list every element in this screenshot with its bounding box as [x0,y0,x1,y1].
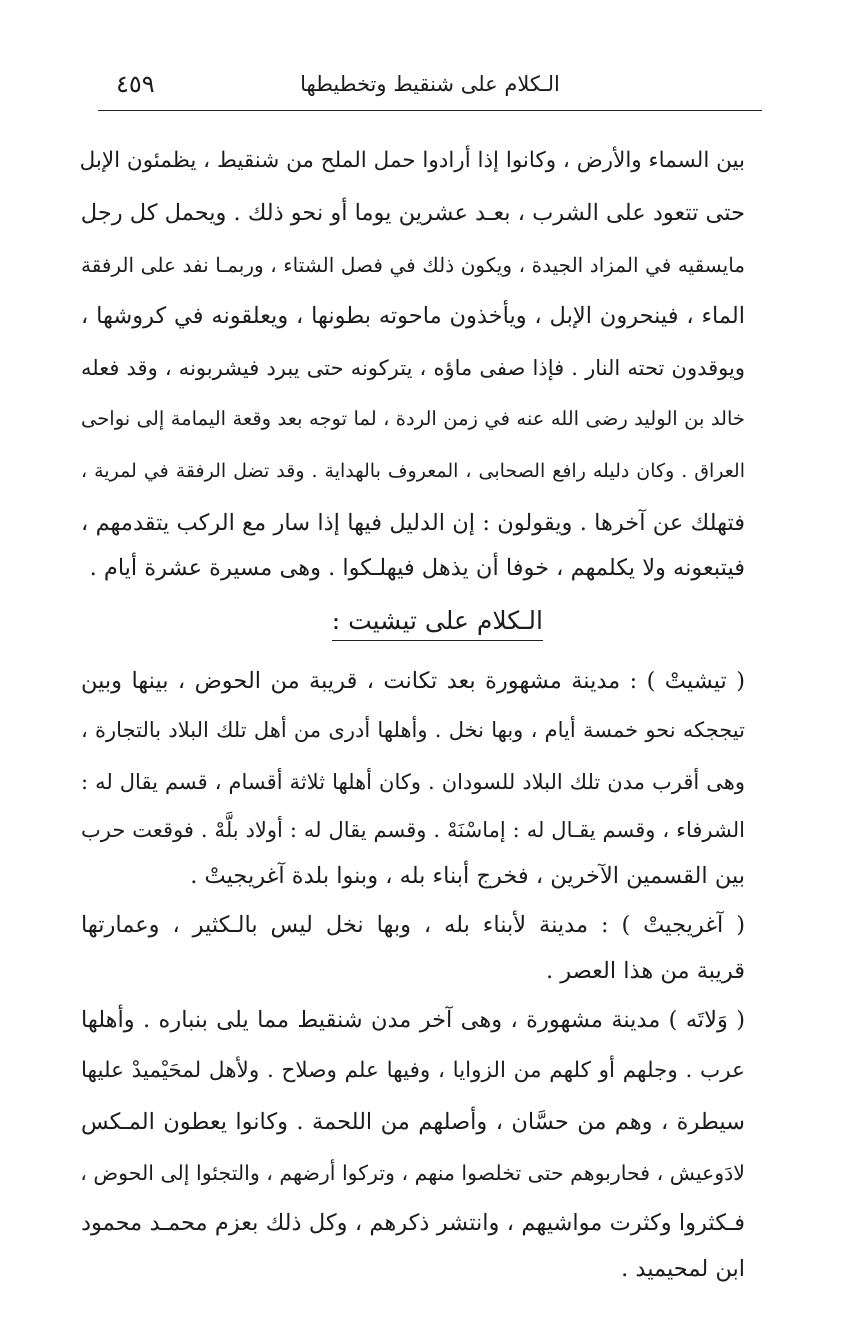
text-line: تيججكه نحو خمسة أيام ، وبها نخل . وأهلها أدرى من أهل تلك البلاد بالتجارة ، [81,718,745,742]
text-line: سيطرة ، وهم من حسَّان ، وأصلهم من اللحمة . وكانوا يعطون المـكس [81,1109,745,1135]
text-line: الماء ، فينحرون الإبل ، ويأخذون ماحوته بطونها ، ويعلقونه في كروشها ، [81,303,745,329]
page-number: ٤٥٩ [116,70,155,98]
text-line: قريبة من هذا العصر . [545,958,745,984]
text-line: بين القسمين الآخرين ، فخرج أبناء بله ، وبنوا بلدة آغريجيتْ . [190,863,745,889]
text-line: خالد بن الوليد رضى الله عنه في زمن الردة ، لما توجه بعد وقعة اليمامة إلى نواحى [81,407,745,430]
text-line: ( وَلاتَه ) مدينة مشهورة ، وهى آخر مدن شنقيط مما يلى بنباره . وأهلها [81,1007,745,1033]
text-line: الشرفاء ، وقسم يقـال له : إماسْنَهْ . وقسم يقال له : أولاد بلَّهْ . فوقعت حرب [81,818,745,842]
text-line: عرب . وجلهم أو كلهم من الزوايا ، وفيها علم وصلاح . ولأهل لمحَيْميدْ عليها [81,1058,745,1083]
text-line: فتهلك عن آخرها . ويقولون : إن الدليل فيها إذا سار مع الركب يتقدمهم ، [81,510,745,536]
text-line: ( تيشيتْ ) : مدينة مشهورة بعد تكانت ، قريبة من الحوض ، بينها وبين [81,668,745,694]
text-line: مايسقيه في المزاد الجيدة ، ويكون ذلك في فصل الشتاء ، وربمـا نفد على الرفقة [81,253,745,277]
text-line: فـكثروا وكثرت مواشيهم ، وانتشر ذكرهم ، وكل ذلك بعزم محمـد محمود [81,1210,745,1236]
text-line: العراق . وكان دليله رافع الصحابى ، المعروف بالهداية . وقد تضل الرفقة في لمرية ، [81,460,745,482]
text-line: فيتبعونه ولا يكلمهم ، خوفا أن يذهل فيهلـكوا . وهى مسيرة عشرة أيام . [89,555,745,581]
text-line: وهى أقرب مدن تلك البلاد للسودان . وكان أهلها ثلاثة أقسام ، قسم يقال له : [81,770,745,794]
text-line: ( آغريجيتْ ) : مدينة لأبناء بله ، وبها نخل ليس بالـكثير ، وعمارتها [81,912,745,938]
text-line: ويوقدون تحته النار . فإذا صفى ماؤه ، يتركونه حتى يبرد فيشربونه ، وقد فعله [81,356,745,380]
running-title: الـكلام على شنقيط وتخطيطها [300,72,560,96]
text-line: بين السماء والأرض ، وكانوا إذا أرادوا حمل الملح من شنقيط ، يظمئون الإبل [79,148,745,173]
page-header [98,70,762,111]
text-line: ابن لمحيميد . [621,1256,745,1282]
text-line: لادَوعيش ، فحاربوهم حتى تخلصوا منهم ، وتركوا أرضهم ، والتجئوا إلى الحوض ، [80,1161,745,1185]
text-line: حتى تتعود على الشرب ، بعـد عشرين يوما أو نحو ذلك . ويحمل كل رجل [80,200,745,226]
section-heading: الـكلام على تيشيت : [332,604,543,641]
